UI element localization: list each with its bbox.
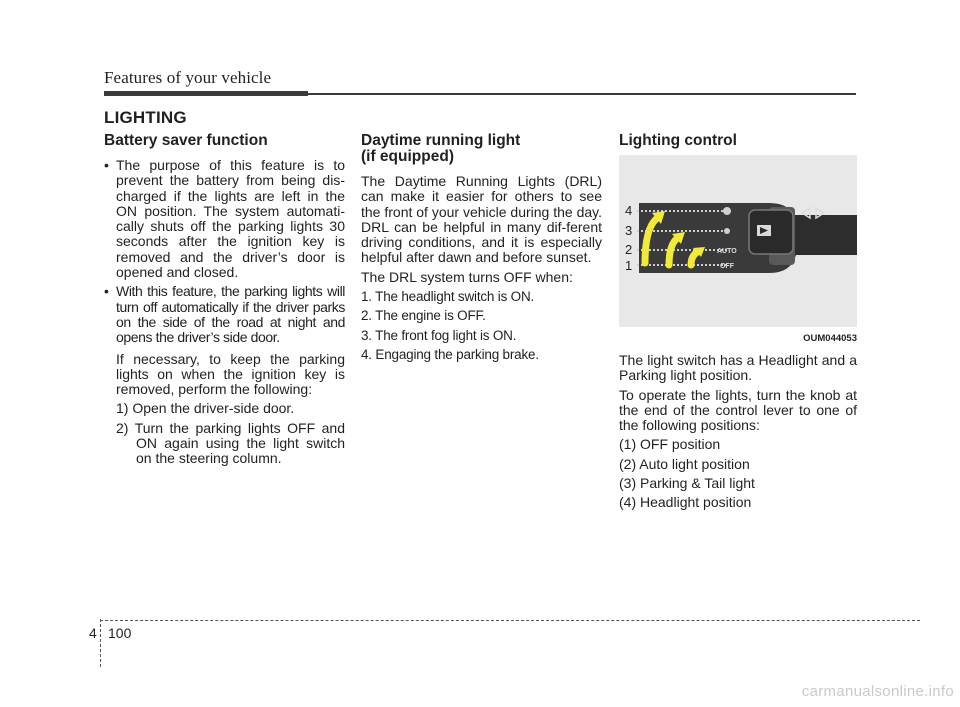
page-number: 100 — [108, 625, 132, 641]
drl-heading — [361, 133, 602, 165]
condition-item: 3. The front fog light is ON. — [361, 327, 517, 343]
position-item: (4) Headlight position — [619, 494, 752, 511]
section-title: LIGHTING — [104, 108, 187, 127]
bullet-item — [104, 284, 345, 345]
position-item: (3) Parking & Tail light — [619, 475, 755, 492]
lighting-desc2: To operate the lights, turn the knob at the end of the control lever to one of the following positions: — [619, 386, 857, 434]
lighting-desc1: The light switch has a Headlight and a Parking light position. — [619, 352, 857, 384]
condition-item: 2. The engine is OFF. — [361, 308, 486, 324]
bullet-icon: • — [104, 283, 109, 300]
condition-item: 4. Engaging the parking brake. — [361, 346, 539, 362]
drl-column — [361, 133, 602, 366]
light-switch-figure — [619, 155, 857, 345]
position-number: 4 — [625, 203, 633, 218]
step-item: 1) Open the driver-side door. — [116, 400, 295, 417]
drl-heading-line2: (if equipped) — [361, 148, 454, 165]
off-label: OFF — [720, 263, 734, 270]
battery-saver-column — [104, 133, 345, 471]
position-item: (2) Auto light position — [619, 455, 750, 472]
lighting-control-column — [619, 133, 857, 515]
lighting-control-heading: Lighting control — [619, 132, 737, 149]
light-switch-illustration — [619, 155, 857, 327]
bullet-text: The purpose of this feature is to prevent the battery from being dis-charged if the lights are left in the ON position. The system automati-cally shuts off the parking lights 30 seconds after the ignition key is removed and the driver’s door is opened and closed. — [116, 157, 345, 281]
drl-heading-line1: Daytime running light — [361, 132, 521, 149]
position-item: (1) OFF position — [619, 436, 721, 453]
position-number: 3 — [625, 223, 633, 238]
footer-rule — [100, 620, 920, 621]
position-number: 2 — [625, 242, 633, 257]
condition-item: 1. The headlight switch is ON. — [361, 289, 535, 305]
position-number: 1 — [625, 258, 633, 273]
header-bar — [104, 91, 308, 96]
chapter-number: 4 — [89, 625, 97, 641]
footer-divider — [100, 619, 102, 667]
bullet-icon: • — [104, 157, 109, 173]
battery-saver-heading: Battery saver function — [104, 132, 268, 149]
running-header: Features of your vehicle — [104, 68, 272, 87]
drl-intro: The Daytime Running Lights (DRL) can make it easier for others to see the front of your vehicle during the day. DRL can be helpful in many dif-ferent driving conditions, and it is especially helpful after dawn and before sunset. — [361, 173, 602, 266]
drl-off-when: The DRL system turns OFF when: — [361, 268, 573, 285]
figure-code: OUM044053 — [803, 333, 857, 344]
header-rule — [308, 93, 856, 95]
battery-saver-note: If necessary, to keep the parking lights on when the ignition key is removed, perform the following: — [116, 350, 345, 398]
auto-label: AUTO — [717, 248, 737, 255]
watermark: carmanualsonline.info — [801, 683, 954, 700]
bullet-text: With this feature, the parking lights will turn off automatically if the driver parks on the side of the road at night and opens the driver’s side door. — [116, 283, 345, 346]
step-item: 2) Turn the parking lights OFF and ON again using the light switch on the steering column. — [116, 419, 345, 467]
bullet-item — [104, 158, 345, 280]
